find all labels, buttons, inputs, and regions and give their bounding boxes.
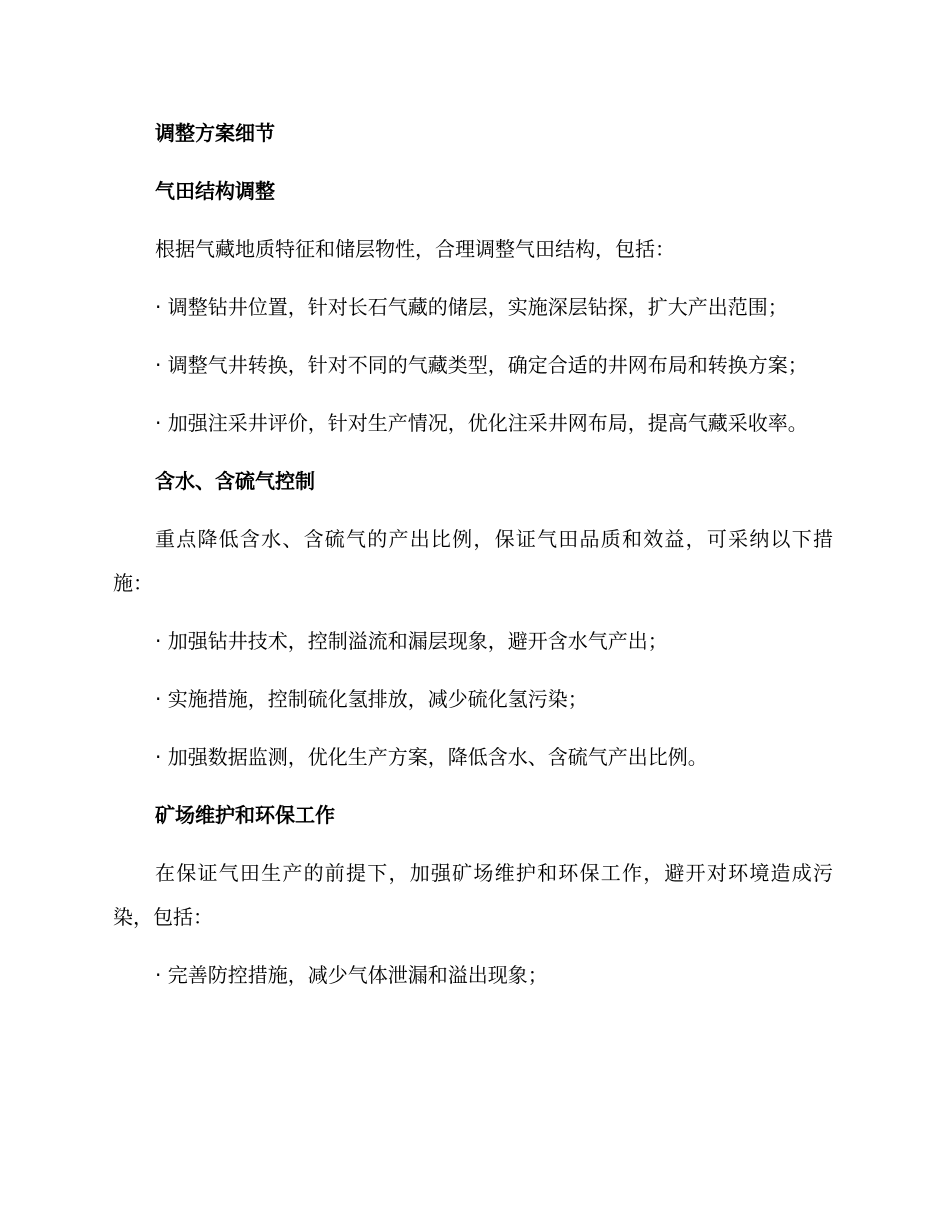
paragraph: 根据气藏地质特征和储层物性，合理调整气田结构，包括： — [155, 237, 675, 261]
bullet-item: · 加强数据监测，优化生产方案，降低含水、含硫气产出比例。 — [155, 745, 708, 769]
bullet-item: · 实施措施，控制硫化氢排放，减少硫化氢污染； — [155, 687, 588, 711]
bullet-item: · 完善防控措施，减少气体泄漏和溢出现象； — [155, 963, 548, 987]
bullet-item: · 加强注采井评价，针对生产情况，优化注采井网布局，提高气藏采收率。 — [155, 411, 808, 435]
paragraph: 在保证气田生产的前提下，加强矿场维护和环保工作，避开对环境造成污染，包括： — [113, 861, 833, 929]
bullet-item: · 调整钻井位置，针对长石气藏的储层，实施深层钻探，扩大产出范围； — [155, 295, 788, 319]
paragraph: 重点降低含水、含硫气的产出比例，保证气田品质和效益，可采纳以下措施： — [113, 527, 833, 595]
bullet-item: · 加强钻井技术，控制溢流和漏层现象，避开含水气产出； — [155, 629, 668, 653]
bullet-item: · 调整气井转换，针对不同的气藏类型，确定合适的井网布局和转换方案； — [155, 353, 808, 377]
section-title: 调整方案细节 — [155, 121, 275, 145]
subsection-title-water-sulfur-control: 含水、含硫气控制 — [155, 469, 315, 493]
subsection-title-maintenance-environment: 矿场维护和环保工作 — [155, 803, 335, 827]
document-body — [113, 111, 833, 1011]
subsection-title-gas-field-structure: 气田结构调整 — [155, 179, 275, 203]
